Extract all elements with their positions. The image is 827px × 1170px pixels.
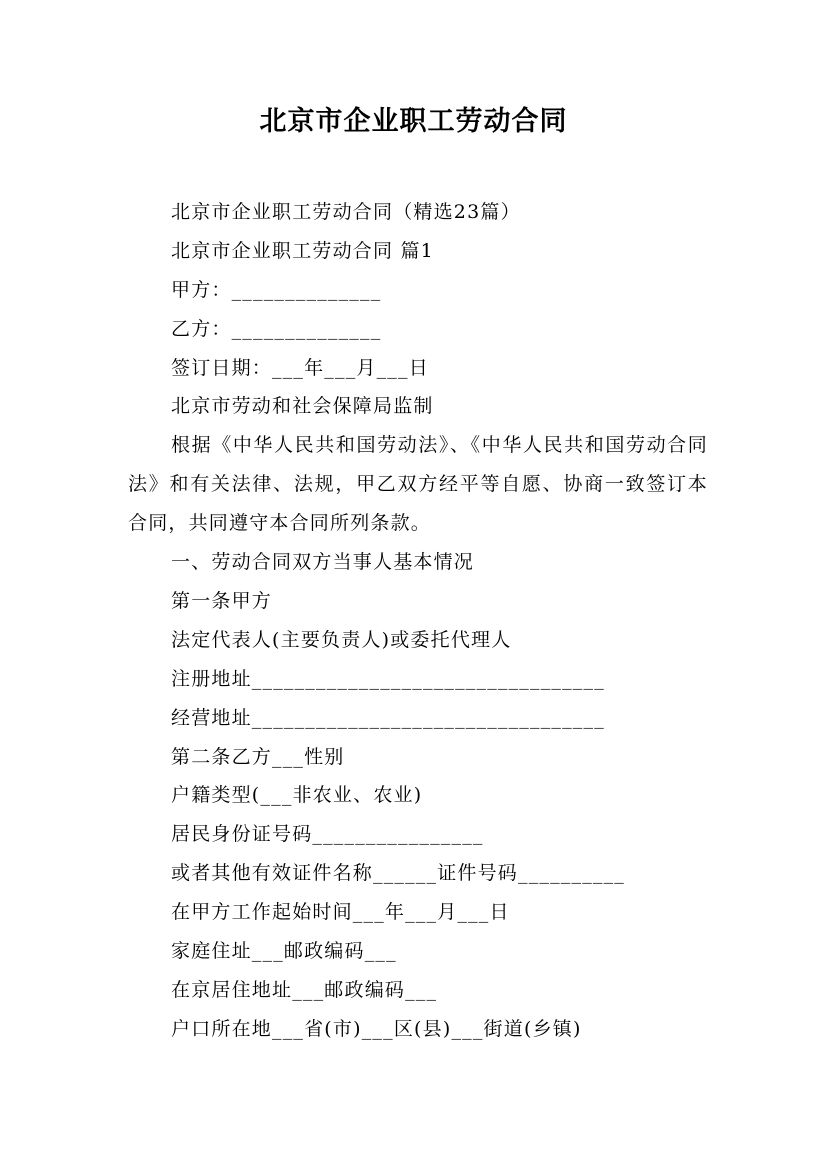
clause-line: 居民身份证号码________________ — [171, 823, 484, 846]
subtitle-line: 北京市企业职工劳动合同（精选23篇） — [171, 201, 521, 223]
party-a-line: 甲方：______________ — [171, 278, 382, 301]
clause-line: 在京居住地址___邮政编码___ — [171, 978, 438, 1001]
clause-line: 第二条乙方___性别 — [171, 745, 345, 768]
party-b-line: 乙方：______________ — [171, 317, 382, 340]
clause-line: 第一条甲方 — [171, 589, 273, 612]
clause-line: 户籍类型(___非农业、农业) — [171, 784, 423, 807]
document-body — [128, 193, 708, 1049]
section-heading-line: 北京市企业职工劳动合同 篇1 — [171, 239, 434, 262]
clause-line: 经营地址_________________________________ — [171, 706, 605, 729]
signing-date-line: 签订日期：___年___月___日 — [171, 356, 429, 379]
supervisor-line: 北京市劳动和社会保障局监制 — [171, 395, 434, 418]
legal-basis-paragraph: 根据《中华人民共和国劳动法》、《中华人民共和国劳动合同法》和有关法律、法规，甲乙双方经平等自愿、协商一致签订本合同，共同遵守本合同所列条款。 — [128, 434, 708, 535]
clause-line: 或者其他有效证件名称______证件号码__________ — [171, 862, 626, 885]
clause-line: 法定代表人(主要负责人)或委托代理人 — [171, 628, 512, 651]
document-title: 北京市企业职工劳动合同 — [259, 106, 568, 137]
clause-line: 户口所在地___省(市)___区(县)___街道(乡镇) — [171, 1017, 582, 1040]
clause-line: 在甲方工作起始时间___年___月___日 — [171, 901, 510, 924]
clause-line: 家庭住址___邮政编码___ — [171, 939, 397, 962]
clause-line: 注册地址_________________________________ — [171, 667, 605, 690]
clause-line: 一、劳动合同双方当事人基本情况 — [171, 551, 475, 574]
